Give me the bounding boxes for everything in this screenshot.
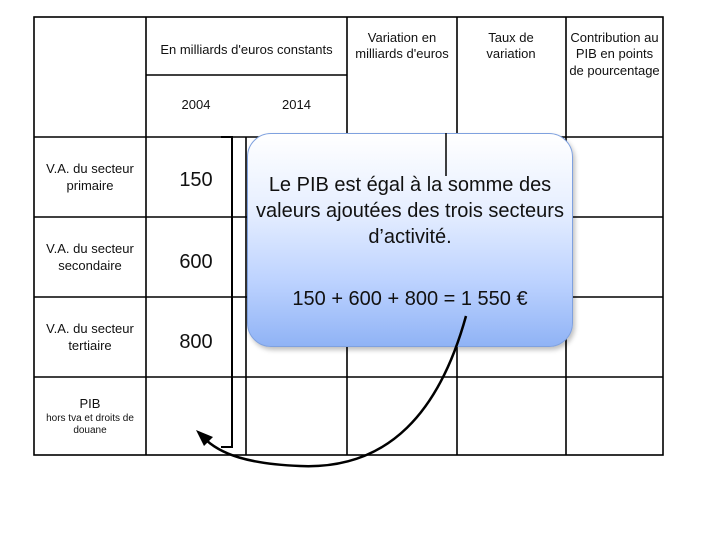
header-year-2014-text: 2014 xyxy=(282,96,311,112)
sum-callout-box xyxy=(247,133,573,347)
header-year-2004 xyxy=(146,90,246,120)
row-label-tertiary xyxy=(36,300,144,375)
callout-equation: 150 + 600 + 800 = 1 550 € xyxy=(292,288,528,310)
header-variation-abs-text: Variation en milliards d'euros xyxy=(355,30,449,62)
value-2004-primary-text: 150 xyxy=(179,168,213,191)
row-label-pib-text: PIB xyxy=(79,396,101,412)
header-year-2014 xyxy=(246,90,347,120)
row-label-secondary-text: V.A. du secteur secondaire xyxy=(46,241,134,273)
value-2004-secondary xyxy=(146,242,246,282)
row-label-secondary xyxy=(36,220,144,295)
header-contribution xyxy=(568,30,661,120)
header-contribution-text: Contribution au PIB en points de pourcentage xyxy=(569,30,660,78)
header-constant-euros xyxy=(146,30,347,70)
value-2004-secondary-text: 600 xyxy=(179,250,213,273)
value-2004-tertiary-text: 800 xyxy=(179,330,213,353)
header-constant-euros-text: En milliards d'euros constants xyxy=(160,41,333,57)
value-2004-tertiary xyxy=(146,322,246,362)
header-year-2004-text: 2004 xyxy=(181,96,211,112)
row-label-primary xyxy=(36,140,144,215)
row-label-pib-sublabel: hors tva et droits de douane xyxy=(46,412,134,437)
row-label-primary-text: V.A. du secteur primaire xyxy=(46,161,134,193)
row-label-tertiary-text: V.A. du secteur tertiaire xyxy=(46,321,134,353)
header-variation-abs xyxy=(355,30,449,100)
callout-explanation: Le PIB est égal à la somme des valeurs ajoutées des trois secteurs d’activité. xyxy=(256,174,564,248)
row-label-pib xyxy=(36,382,144,452)
header-variation-rate xyxy=(465,30,557,80)
header-variation-rate-text: Taux de variation xyxy=(486,30,536,62)
value-2004-primary xyxy=(146,160,246,200)
